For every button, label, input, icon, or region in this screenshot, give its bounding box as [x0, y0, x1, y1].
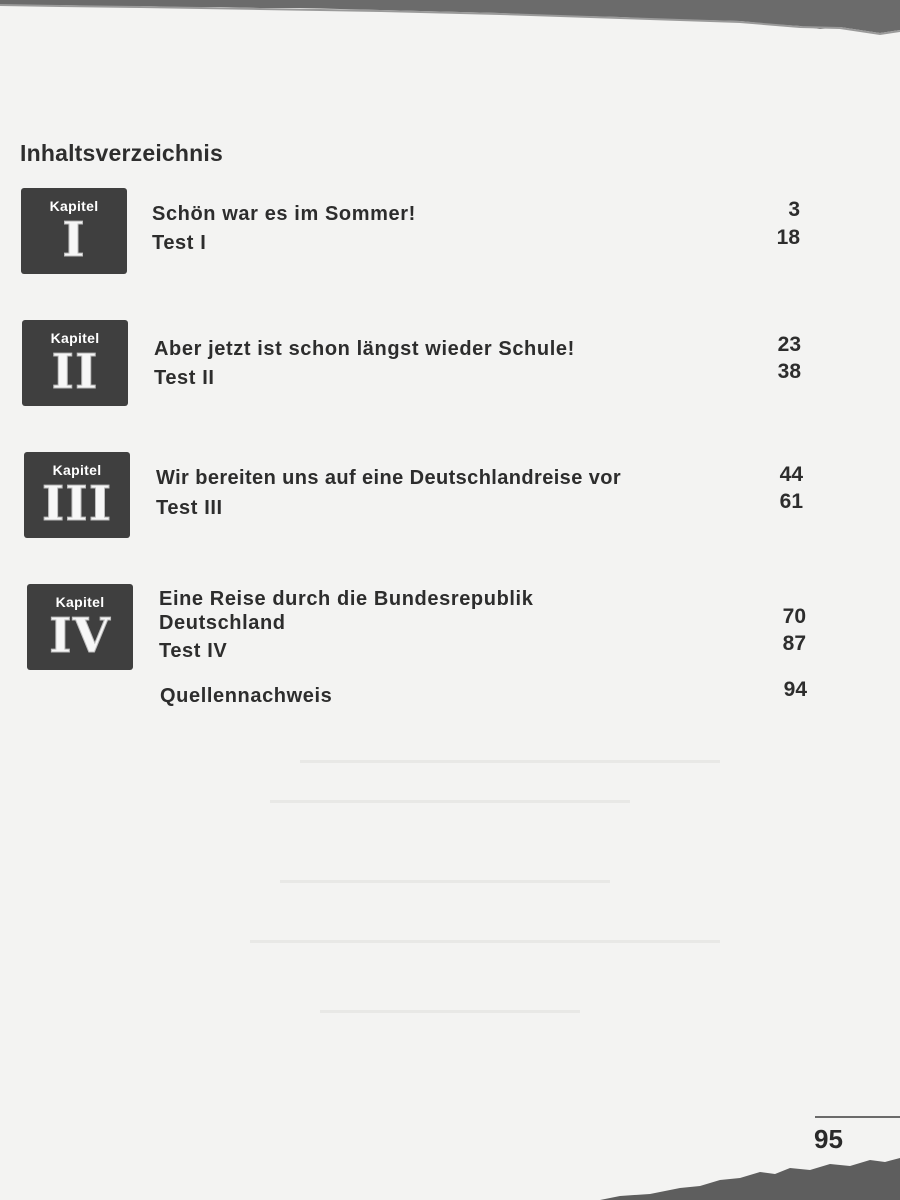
chapter-test-page: 18 [776, 226, 800, 249]
chapter-title-page: 3 [788, 198, 800, 221]
chapter-badge-numeral: II [51, 344, 99, 400]
chapter-test-page: 61 [779, 490, 803, 513]
chapter-test: Test III [156, 497, 223, 519]
toc-heading: Inhaltsverzeichnis [20, 140, 224, 166]
show-through-mark [300, 760, 720, 763]
chapter-title-page: 70 [782, 605, 806, 628]
sources-page: 94 [783, 678, 807, 701]
show-through-mark [270, 800, 630, 803]
show-through-mark [320, 1010, 580, 1013]
top-torn-edge [0, 0, 900, 40]
chapter-title-line-1: Eine Reise durch die Bundesrepublik [159, 588, 534, 610]
chapter-badge-label: Kapitel [49, 198, 99, 214]
footer-rule [815, 1116, 900, 1118]
chapter-test: Test II [154, 367, 215, 389]
chapter-title: Wir bereiten uns auf eine Deutschlandreise vor [156, 467, 622, 489]
chapter-title-page: 23 [777, 333, 801, 356]
bottom-torn-edge [0, 1150, 900, 1200]
chapter-title-line-2: Deutschland [159, 612, 286, 634]
sources-label: Quellennachweis [160, 685, 333, 707]
chapter-badge-3 [24, 452, 130, 538]
chapter-test: Test I [152, 232, 207, 254]
chapter-badge-2 [22, 320, 128, 406]
chapter-badge-label: Kapitel [55, 594, 105, 610]
chapter-test-page: 87 [782, 632, 806, 655]
chapter-title: Schön war es im Sommer! [152, 203, 416, 225]
chapter-badge-numeral: I [62, 212, 86, 268]
show-through-mark [250, 940, 720, 943]
chapter-test: Test IV [159, 640, 228, 662]
chapter-badge-4 [27, 584, 133, 670]
chapter-badge-label: Kapitel [52, 462, 102, 478]
page-number: 95 [814, 1124, 843, 1154]
chapter-badge-label: Kapitel [50, 330, 100, 346]
chapter-badge-1 [21, 188, 127, 274]
chapter-title: Aber jetzt ist schon längst wieder Schule! [154, 338, 575, 360]
chapter-badge-numeral: IV [49, 608, 111, 664]
chapter-badge-numeral: III [41, 476, 113, 532]
chapter-test-page: 38 [777, 360, 801, 383]
chapter-title-page: 44 [779, 463, 803, 486]
show-through-mark [280, 880, 610, 883]
